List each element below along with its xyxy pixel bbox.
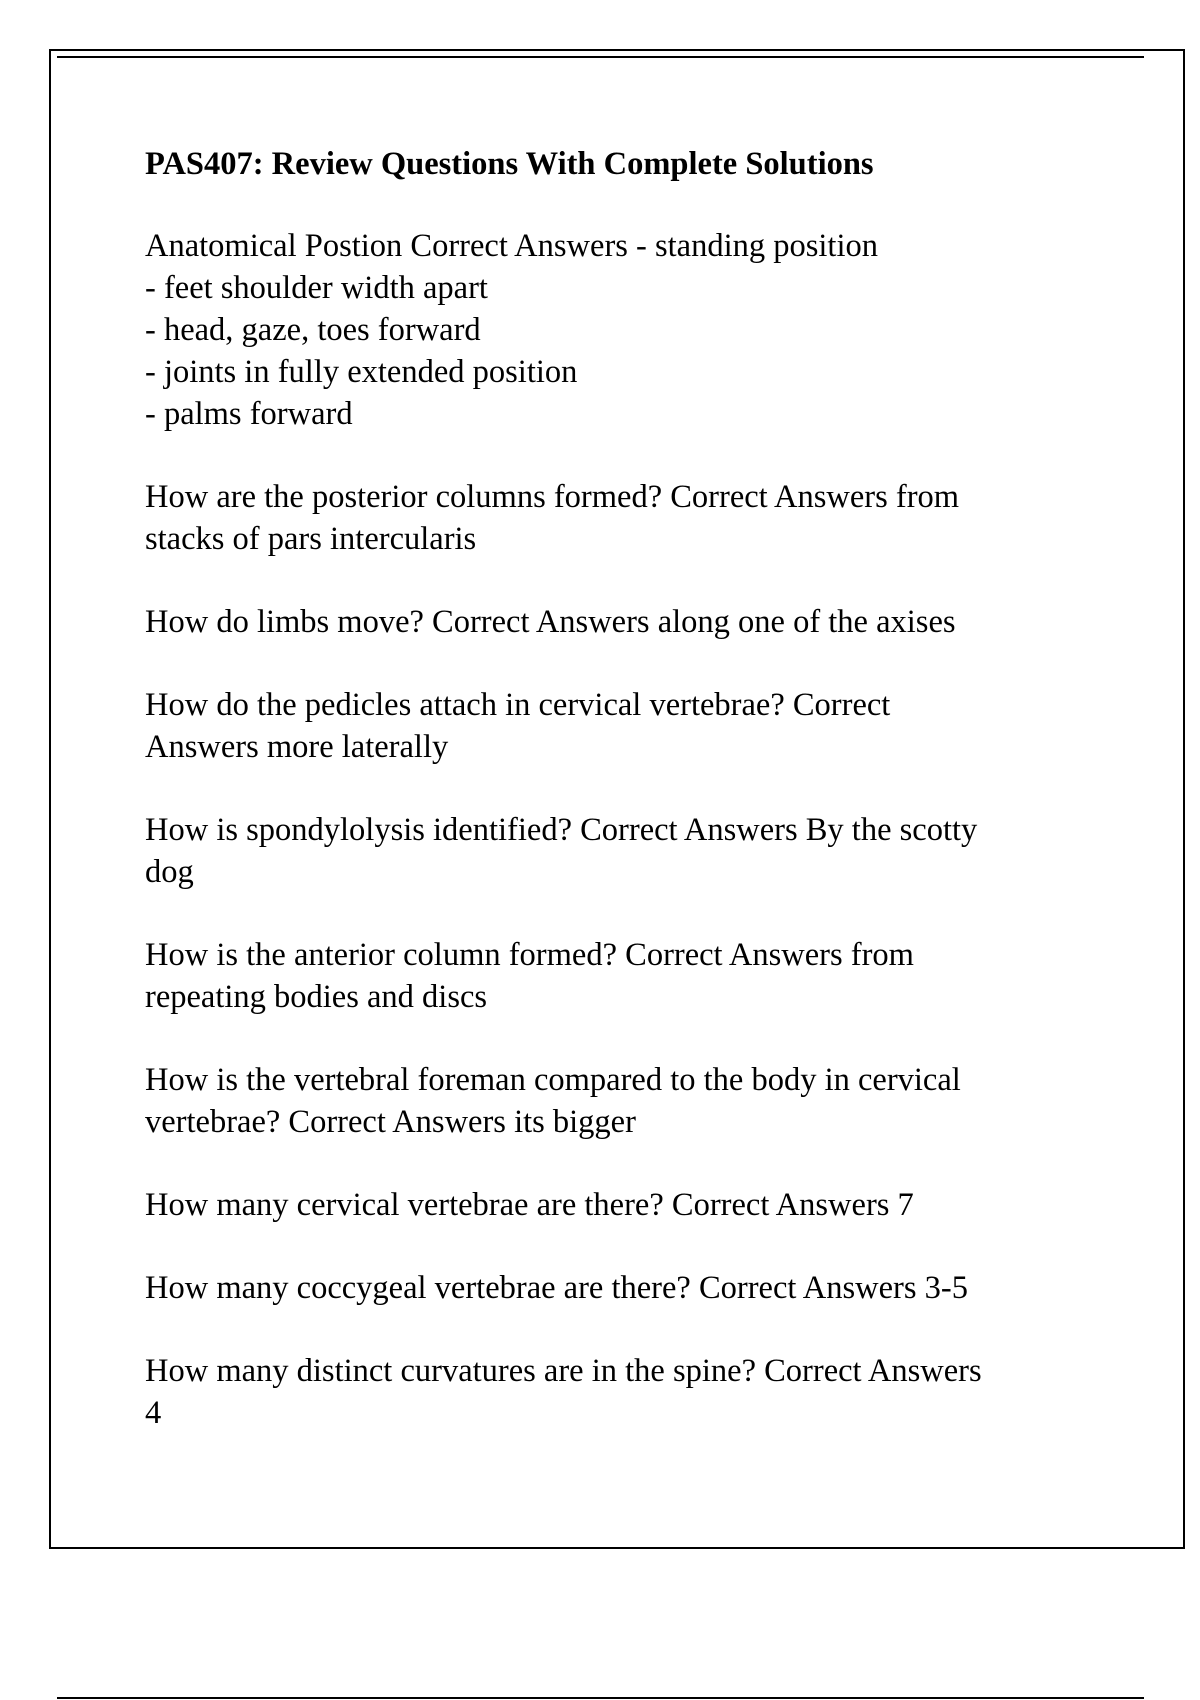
qa-entry-vertebral-foreman — [145, 1059, 1105, 1143]
qa-line: dog — [145, 854, 194, 890]
qa-line: 4 — [145, 1395, 162, 1431]
document-title: PAS407: Review Questions With Complete Solutions — [145, 146, 874, 182]
qa-line: Anatomical Postion Correct Answers - standing position — [145, 228, 878, 264]
qa-line: - joints in fully extended position — [145, 354, 578, 390]
qa-line: stacks of pars intercularis — [145, 521, 477, 557]
qa-line: vertebrae? Correct Answers its bigger — [145, 1104, 636, 1140]
qa-entry-posterior-columns — [145, 476, 1105, 560]
qa-entry-curvatures — [145, 1350, 1105, 1434]
qa-line: How many distinct curvatures are in the spine? Correct Answers — [145, 1353, 982, 1389]
qa-line: How are the posterior columns formed? Correct Answers from — [145, 479, 960, 515]
qa-entry-spondylolysis — [145, 809, 1105, 893]
qa-line: How many cervical vertebrae are there? Correct Answers 7 — [145, 1187, 914, 1223]
qa-entry-cervical-count — [145, 1184, 1105, 1226]
qa-line: How many coccygeal vertebrae are there? Correct Answers 3-5 — [145, 1270, 968, 1306]
qa-line: - head, gaze, toes forward — [145, 312, 481, 348]
qa-line: How is spondylolysis identified? Correct Answers By the scotty — [145, 812, 978, 848]
qa-line: - palms forward — [145, 396, 353, 432]
qa-entry-anatomical-position — [145, 225, 1105, 435]
qa-line: How is the anterior column formed? Correct Answers from — [145, 937, 914, 973]
qa-line: Answers more laterally — [145, 729, 449, 765]
qa-line: How is the vertebral foreman compared to the body in cervical — [145, 1062, 961, 1098]
document-body — [145, 143, 1105, 1475]
qa-entry-pedicles-attach — [145, 684, 1105, 768]
qa-line: How do limbs move? Correct Answers along one of the axises — [145, 604, 956, 640]
bottom-rule — [57, 1697, 1144, 1699]
qa-entry-coccygeal-count — [145, 1267, 1105, 1309]
qa-line: - feet shoulder width apart — [145, 270, 488, 306]
qa-entry-limbs-move — [145, 601, 1105, 643]
qa-line: repeating bodies and discs — [145, 979, 488, 1015]
qa-entry-anterior-column — [145, 934, 1105, 1018]
qa-line: How do the pedicles attach in cervical vertebrae? Correct — [145, 687, 891, 723]
